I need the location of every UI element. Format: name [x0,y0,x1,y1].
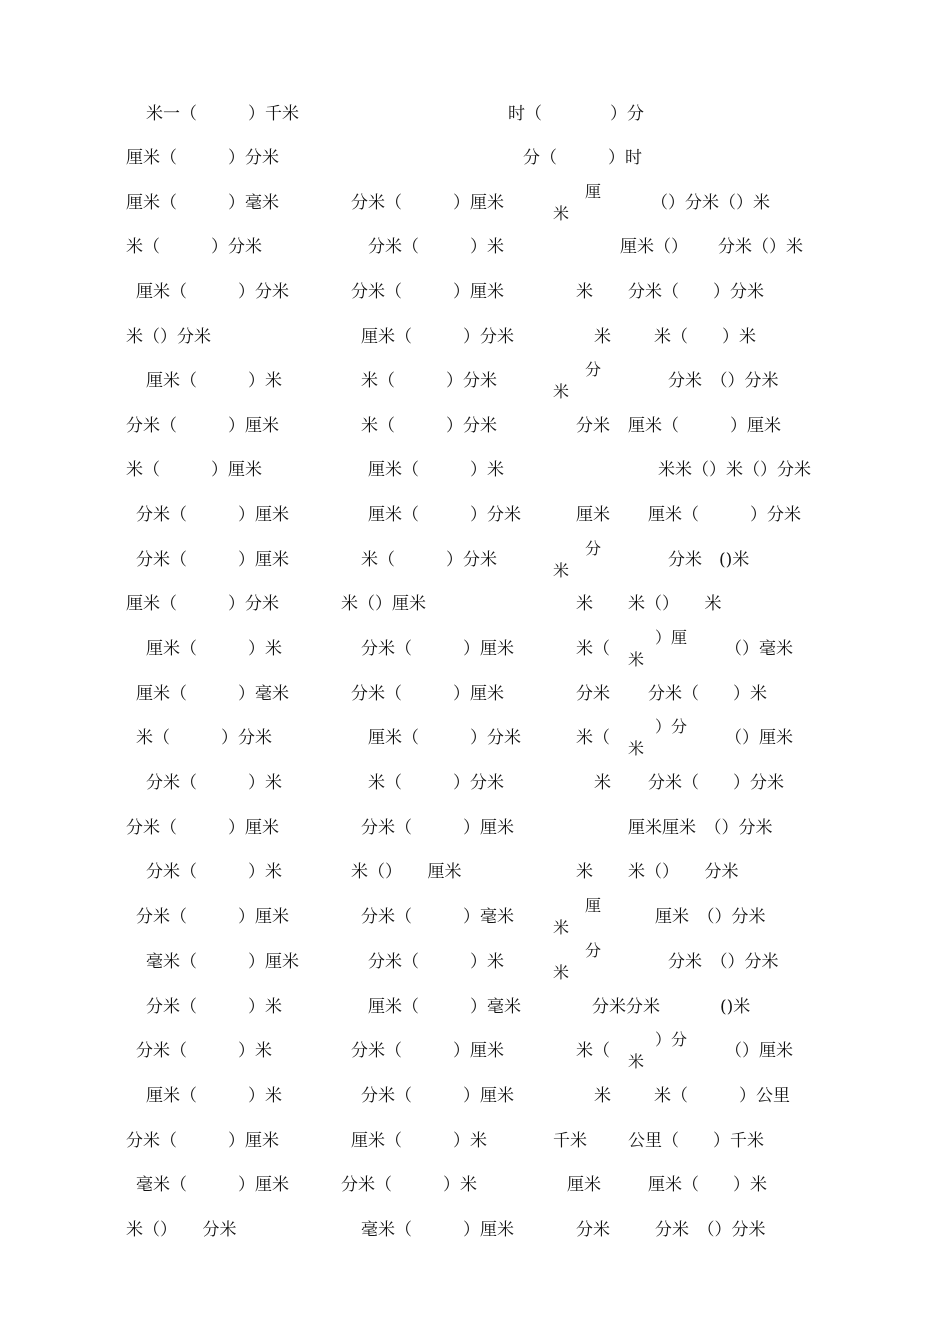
conversion-item: 分米（ ）厘米 [361,1086,514,1106]
conversion-item: 厘米厘米 （）分米 [628,818,773,838]
conversion-item: 厘米 （）分米 [655,907,766,927]
conversion-item: 分米 [576,1220,610,1240]
conversion-item: 米 [594,773,611,793]
conversion-item: 毫米（ ）厘米 [361,1220,514,1240]
conversion-item: （）分米（）米 [651,193,770,213]
conversion-item: 米（）分米 [126,327,211,347]
conversion-item: 米（ ）分米 [368,773,504,793]
conversion-item: 米（ ）厘米 [126,460,262,480]
conversion-item: 分米（ ）厘米 [351,193,504,213]
stacked-unit-bottom: 米 [628,650,645,669]
conversion-item: （）毫米 [725,639,793,659]
stacked-unit-bottom: 米 [553,204,570,223]
stacked-unit-bottom: 米 [553,918,570,937]
conversion-item: 厘米（ ）米 [368,460,504,480]
conversion-item: 分米 [576,416,610,436]
conversion-item: 分米（ ）厘米 [361,639,514,659]
conversion-item: 分米（ ）厘米 [126,1131,279,1151]
stacked-unit-top: ）分 [655,1030,688,1049]
stacked-unit-top: 厘 [585,182,602,201]
conversion-item: 公里（ ）千米 [628,1131,764,1151]
conversion-item: 分米（ ）厘米 [136,505,289,525]
conversion-item: 毫米（ ）厘米 [146,952,299,972]
conversion-item: 厘米（ ）毫米 [126,193,279,213]
conversion-item: 厘米 [567,1175,601,1195]
stacked-unit-top: 分 [585,941,602,960]
conversion-item: 分米（ ）厘米 [126,818,279,838]
conversion-item: 分米分米 [592,997,660,1017]
conversion-item: 米一（ ）千米 [146,104,299,124]
conversion-item: 米 [594,1086,611,1106]
conversion-item: 厘米（） [620,237,688,257]
conversion-item: 分米 （）分米 [668,371,779,391]
conversion-item: 分米（ ）米 [146,773,282,793]
conversion-item: 分米（）米 [718,237,803,257]
conversion-item: 米（）厘米 [341,594,426,614]
conversion-item: 米 [576,862,593,882]
conversion-item: 厘米（ ）米 [146,639,282,659]
conversion-item: 分米（ ）分米 [628,282,764,302]
conversion-item: 分米（ ）米 [136,1041,272,1061]
conversion-item: 厘米（ ）米 [146,1086,282,1106]
conversion-item: 毫米（ ）厘米 [136,1175,289,1195]
conversion-item: 米（ ）分米 [361,416,497,436]
conversion-item: 时（ ）分 [508,104,644,124]
stacked-unit-top: 分 [585,539,602,558]
conversion-item: 米（ ）米 [654,327,756,347]
conversion-item: 厘米 [576,505,610,525]
conversion-item: 厘米（ ）毫米 [136,684,289,704]
conversion-item: 厘米（ ）米 [146,371,282,391]
conversion-item: 分米（ ）厘米 [136,550,289,570]
conversion-item: 米（ ）公里 [654,1086,790,1106]
conversion-item: 厘米（ ）分米 [368,728,521,748]
conversion-item: 米 [576,282,593,302]
conversion-item: 分米（ ）毫米 [361,907,514,927]
conversion-item: 分（ ）时 [523,148,642,168]
conversion-item: 分米（ ）厘米 [351,684,504,704]
conversion-item: 厘米（ ）分米 [361,327,514,347]
conversion-item: 米（ ）分米 [126,237,262,257]
conversion-item: 米（ [576,1041,610,1061]
conversion-item: 米 [576,594,593,614]
stacked-unit-bottom: 米 [628,739,645,758]
conversion-item: 分米 （）分米 [655,1220,766,1240]
conversion-item: 米（） 分米 [628,862,739,882]
stacked-unit-bottom: 米 [553,963,570,982]
conversion-item: 分米 [576,684,610,704]
conversion-item: 米（） 米 [628,594,722,614]
stacked-unit-bottom: 米 [553,382,570,401]
conversion-item: 米 [594,327,611,347]
stacked-unit-bottom: 米 [553,561,570,580]
stacked-unit-bottom: 米 [628,1052,645,1071]
conversion-item: 厘米（ ）分米 [648,505,801,525]
stacked-unit-top: ）分 [655,717,688,736]
conversion-item: 分米（ ）厘米 [351,1041,504,1061]
conversion-item: （）厘米 [725,728,793,748]
conversion-item: 分米（ ）米 [341,1175,477,1195]
stacked-unit-top: 分 [585,360,602,379]
conversion-item: 米（ [576,639,610,659]
conversion-item: 厘米（ ）厘米 [628,416,781,436]
conversion-item: 厘米（ ）分米 [368,505,521,525]
conversion-item: 米（ ）分米 [361,550,497,570]
conversion-item: 厘米（ ）分米 [126,594,279,614]
conversion-item: 米（） 分米 [126,1220,237,1240]
conversion-item: 厘米（ ）分米 [136,282,289,302]
conversion-item: 米（ [576,728,610,748]
conversion-item: 分米（ ）米 [648,684,767,704]
conversion-item: 米米（）米（）分米 [658,460,811,480]
conversion-item: 分米（ ）米 [368,237,504,257]
conversion-item: （）厘米 [725,1041,793,1061]
conversion-item: 分米 （）分米 [668,952,779,972]
conversion-item: ()米 [720,997,751,1017]
conversion-item: 分米 ()米 [668,550,750,570]
stacked-unit-top: 厘 [585,896,602,915]
conversion-item: 米（ ）分米 [361,371,497,391]
conversion-item: 厘米（ ）分米 [126,148,279,168]
conversion-item: 分米（ ）厘米 [351,282,504,302]
conversion-item: 分米（ ）厘米 [126,416,279,436]
conversion-item: 米（ ）分米 [136,728,272,748]
conversion-item: 分米（ ）分米 [648,773,784,793]
stacked-unit-top: ）厘 [655,628,688,647]
conversion-item: 分米（ ）厘米 [136,907,289,927]
conversion-item: 米（） 厘米 [351,862,462,882]
conversion-item: 厘米（ ）毫米 [368,997,521,1017]
conversion-item: 分米（ ）米 [146,862,282,882]
conversion-item: 分米（ ）厘米 [361,818,514,838]
conversion-item: 厘米（ ）米 [351,1131,487,1151]
conversion-item: 分米（ ）米 [146,997,282,1017]
conversion-item: 分米（ ）米 [368,952,504,972]
conversion-item: 千米 [553,1131,587,1151]
conversion-item: 厘米（ ）米 [648,1175,767,1195]
